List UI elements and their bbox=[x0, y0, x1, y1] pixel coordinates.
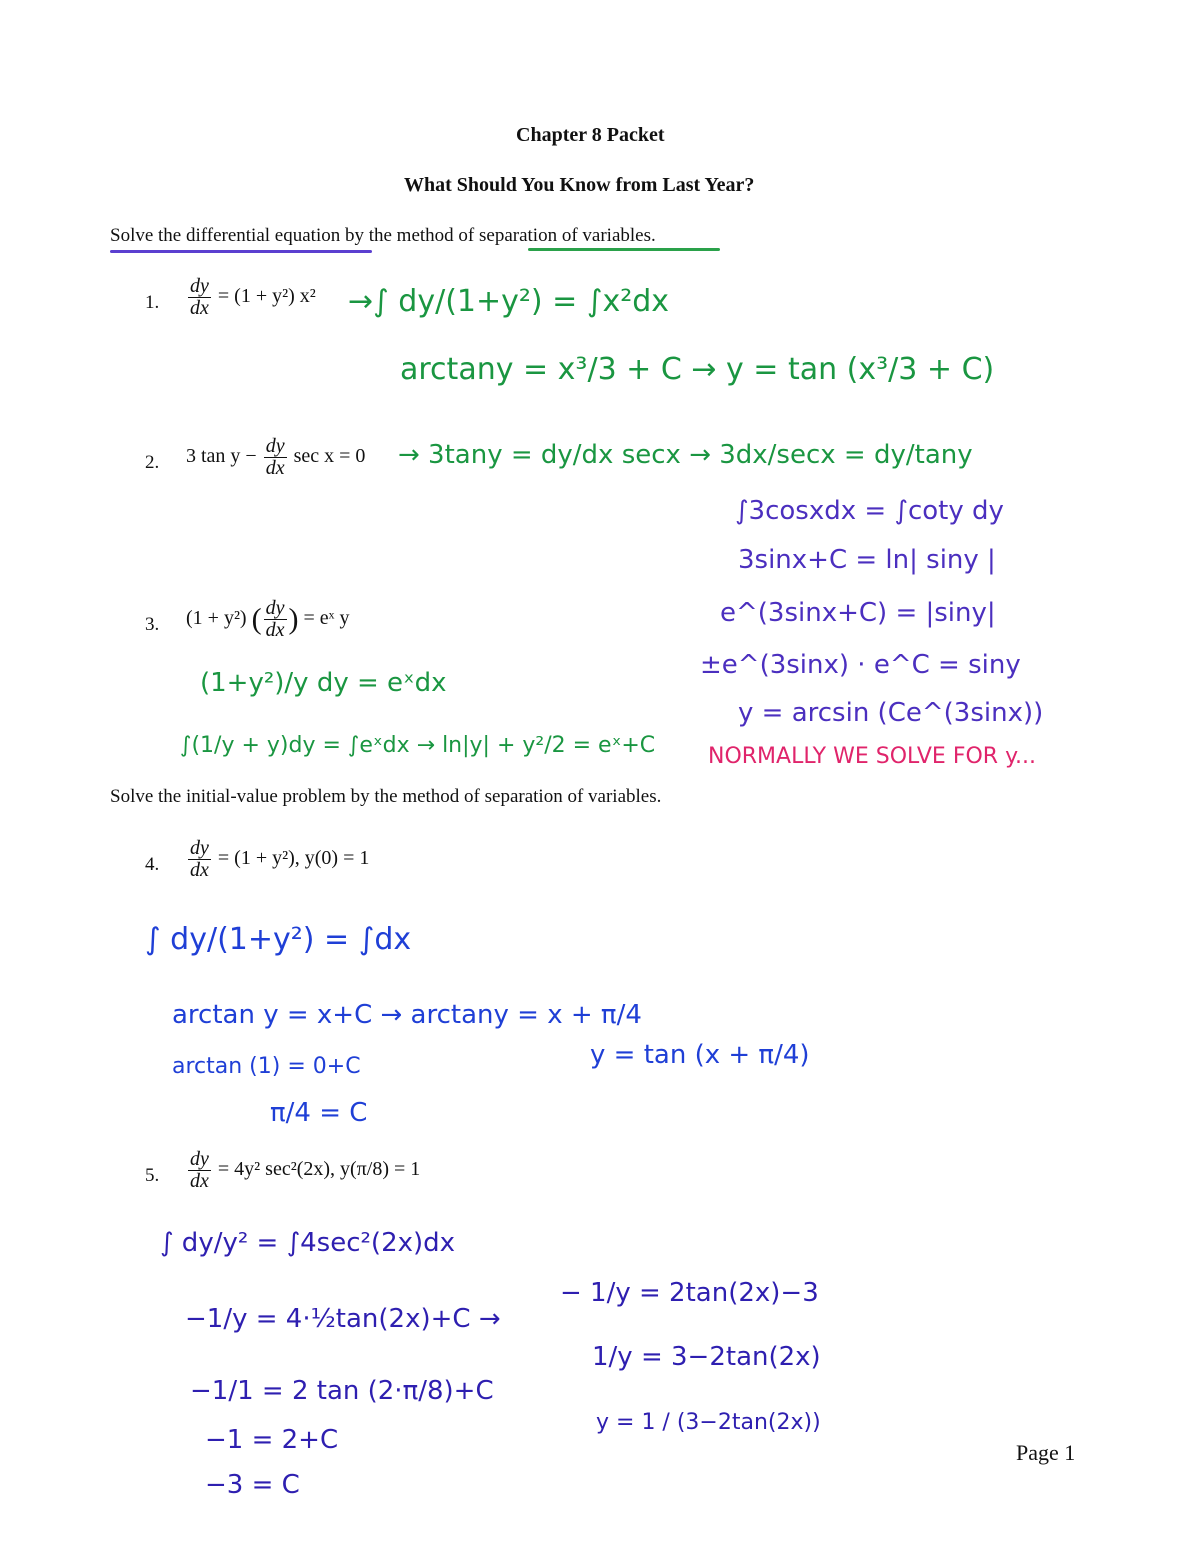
highlight-underline-green bbox=[528, 248, 720, 251]
problem2-equation: 3 tan y − $\frac{dy}{dx}$ sec x = 0 bbox=[186, 435, 366, 479]
problem2-number: 2. bbox=[145, 452, 160, 473]
problem4-work-line5: π/4 = C bbox=[270, 1098, 368, 1128]
page-title: Chapter 8 Packet bbox=[516, 124, 665, 146]
page-number: Page 1 bbox=[1016, 1440, 1076, 1465]
section1-instruction: Solve the differential equation by the method of separation of variables. bbox=[110, 225, 656, 246]
problem3-work-line2: ∫(1/y + y)dy = ∫eˣdx → ln|y| + y²/2 = eˣ+C bbox=[180, 733, 656, 758]
problem4-work-line4: y = tan (x + π/4) bbox=[590, 1040, 810, 1070]
problem2-work-line2: ∫3cosxdx = ∫coty dy bbox=[735, 496, 1004, 526]
problem4-equation: $\frac{dy}{dx}$ = (1 + y²), y(0) = 1 bbox=[190, 837, 370, 881]
page-subtitle: What Should You Know from Last Year? bbox=[404, 174, 755, 196]
problem1-equation: $\frac{dy}{dx}$ = (1 + y²) x² bbox=[190, 275, 316, 319]
highlight-underline-purple bbox=[110, 250, 372, 253]
problem1-work-line1: →∫ dy/(1+y²) = ∫x²dx bbox=[348, 284, 670, 319]
problem4-work-line3: arctan (1) = 0+C bbox=[172, 1054, 361, 1079]
problem2-note: NORMALLY WE SOLVE FOR y... bbox=[708, 744, 1036, 769]
problem5-work-line7: −1 = 2+C bbox=[205, 1425, 339, 1455]
problem1-work-line2: arctany = x³/3 + C → y = tan (x³/3 + C) bbox=[400, 352, 995, 387]
problem3-equation: (1 + y²) ( $\frac{dy}{dx}$ ) = eˣ y bbox=[186, 597, 350, 641]
problem5-work-line1: ∫ dy/y² = ∫4sec²(2x)dx bbox=[160, 1228, 456, 1258]
problem5-work-line4: 1/y = 3−2tan(2x) bbox=[592, 1342, 821, 1372]
problem5-work-line2: −1/y = 4·½tan(2x)+C → bbox=[185, 1304, 501, 1334]
problem4-work-line2: arctan y = x+C → arctany = x + π/4 bbox=[172, 1000, 642, 1030]
problem5-work-line5: −1/1 = 2 tan (2·π/8)+C bbox=[190, 1376, 494, 1406]
problem2-work-line1: → 3tany = dy/dx secx → 3dx/secx = dy/tany bbox=[398, 440, 973, 470]
problem3-number: 3. bbox=[145, 614, 160, 635]
problem2-work-line3: 3sinx+C = ln| siny | bbox=[738, 545, 996, 575]
problem5-equation: $\frac{dy}{dx}$ = 4y² sec²(2x), y(π/8) = 1 bbox=[190, 1148, 421, 1192]
problem5-work-line3: − 1/y = 2tan(2x)−3 bbox=[560, 1278, 819, 1308]
problem5-work-line8: −3 = C bbox=[205, 1470, 300, 1500]
problem5-number: 5. bbox=[145, 1165, 160, 1186]
problem2-work-line6: y = arcsin (Ce^(3sinx)) bbox=[738, 698, 1044, 728]
problem4-number: 4. bbox=[145, 854, 160, 875]
problem5-work-line6: y = 1 / (3−2tan(2x)) bbox=[596, 1410, 821, 1435]
problem2-work-line5: ±e^(3sinx) · e^C = siny bbox=[700, 650, 1021, 680]
section2-instruction: Solve the initial-value problem by the method of separation of variables. bbox=[110, 786, 662, 807]
problem4-work-line1: ∫ dy/(1+y²) = ∫dx bbox=[145, 922, 412, 957]
problem3-work-line1: (1+y²)/y dy = eˣdx bbox=[200, 668, 447, 698]
problem2-work-line4: e^(3sinx+C) = |siny| bbox=[720, 598, 996, 628]
problem1-number: 1. bbox=[145, 292, 160, 313]
